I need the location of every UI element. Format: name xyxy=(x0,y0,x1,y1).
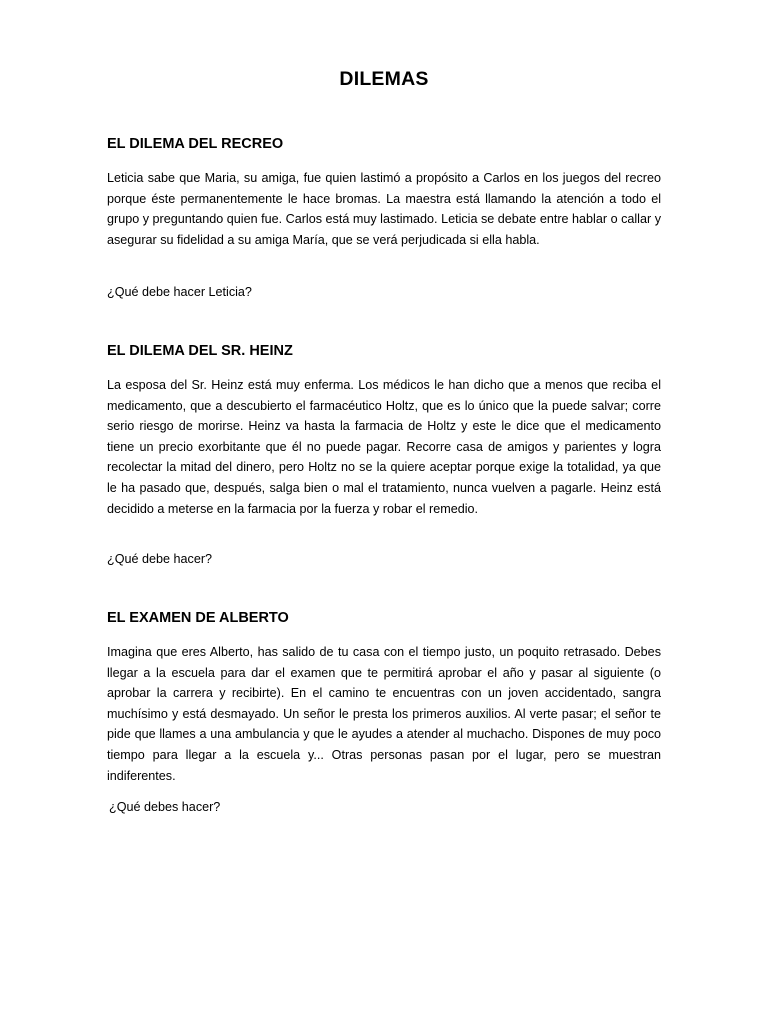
section-heading-heinz: EL DILEMA DEL SR. HEINZ xyxy=(107,343,293,359)
section-question-heinz: ¿Qué debe hacer? xyxy=(107,552,213,566)
section-heading-recreo: EL DILEMA DEL RECREO xyxy=(107,136,284,152)
section-body-recreo: Leticia sabe que Maria, su amiga, fue quien lastimó a propósito a Carlos en los juegos del recreo porque éste permanentemente le hace bromas. La maestra está llamando la atención a todo el grupo y preguntando quien fue. Carlos está muy lastimado. Leticia se debate entre hablar o callar y asegurar su fidelidad a su amiga María, que se verá perjudicada si ella habla. xyxy=(107,171,661,247)
section-body-heinz: La esposa del Sr. Heinz está muy enferma. Los médicos le han dicho que a menos que reciba el medicamento, que a descubierto el farmacéutico Holtz, que es lo único que la puede salvar; corre serio riesgo de morirse. Heinz va hasta la farmacia de Holtz y este le dice que el medicamento tiene un precio exorbitante que él no puede pagar. Recorre casa de amigos y parientes y logra recolectar la mitad del dinero, pero Holtz no se la quiere aceptar porque exige la totalidad, ya que le ha pasado que, después, salga bien o mal el tratamiento, nunca vuelven a pagarle. Heinz está decidido a meterse en la farmacia por la fuerza y robar el remedio. xyxy=(107,378,661,516)
page-title: DILEMAS xyxy=(339,68,429,90)
section-question-alberto: ¿Qué debes hacer? xyxy=(109,800,221,814)
section-question-recreo: ¿Qué debe hacer Leticia? xyxy=(107,285,252,299)
section-body-alberto: Imagina que eres Alberto, has salido de tu casa con el tiempo justo, un poquito retrasado. Debes llegar a la escuela para dar el examen que te permitirá aprobar el año y pasar al siguiente (o aprobar la carrera y recibirte). En el camino te encuentras con un joven accidentado, sangra muchísimo y está desmayado. Un señor le presta los primeros auxilios. Al verte pasar; el señor te pide que llames a una ambulancia y que le ayudes a atender al muchacho. Dispones de muy poco tiempo para llegar a la escuela y... Otras personas pasan por el lugar, pero se muestran indiferentes. xyxy=(107,645,661,783)
section-heading-alberto: EL EXAMEN DE ALBERTO xyxy=(107,610,289,626)
